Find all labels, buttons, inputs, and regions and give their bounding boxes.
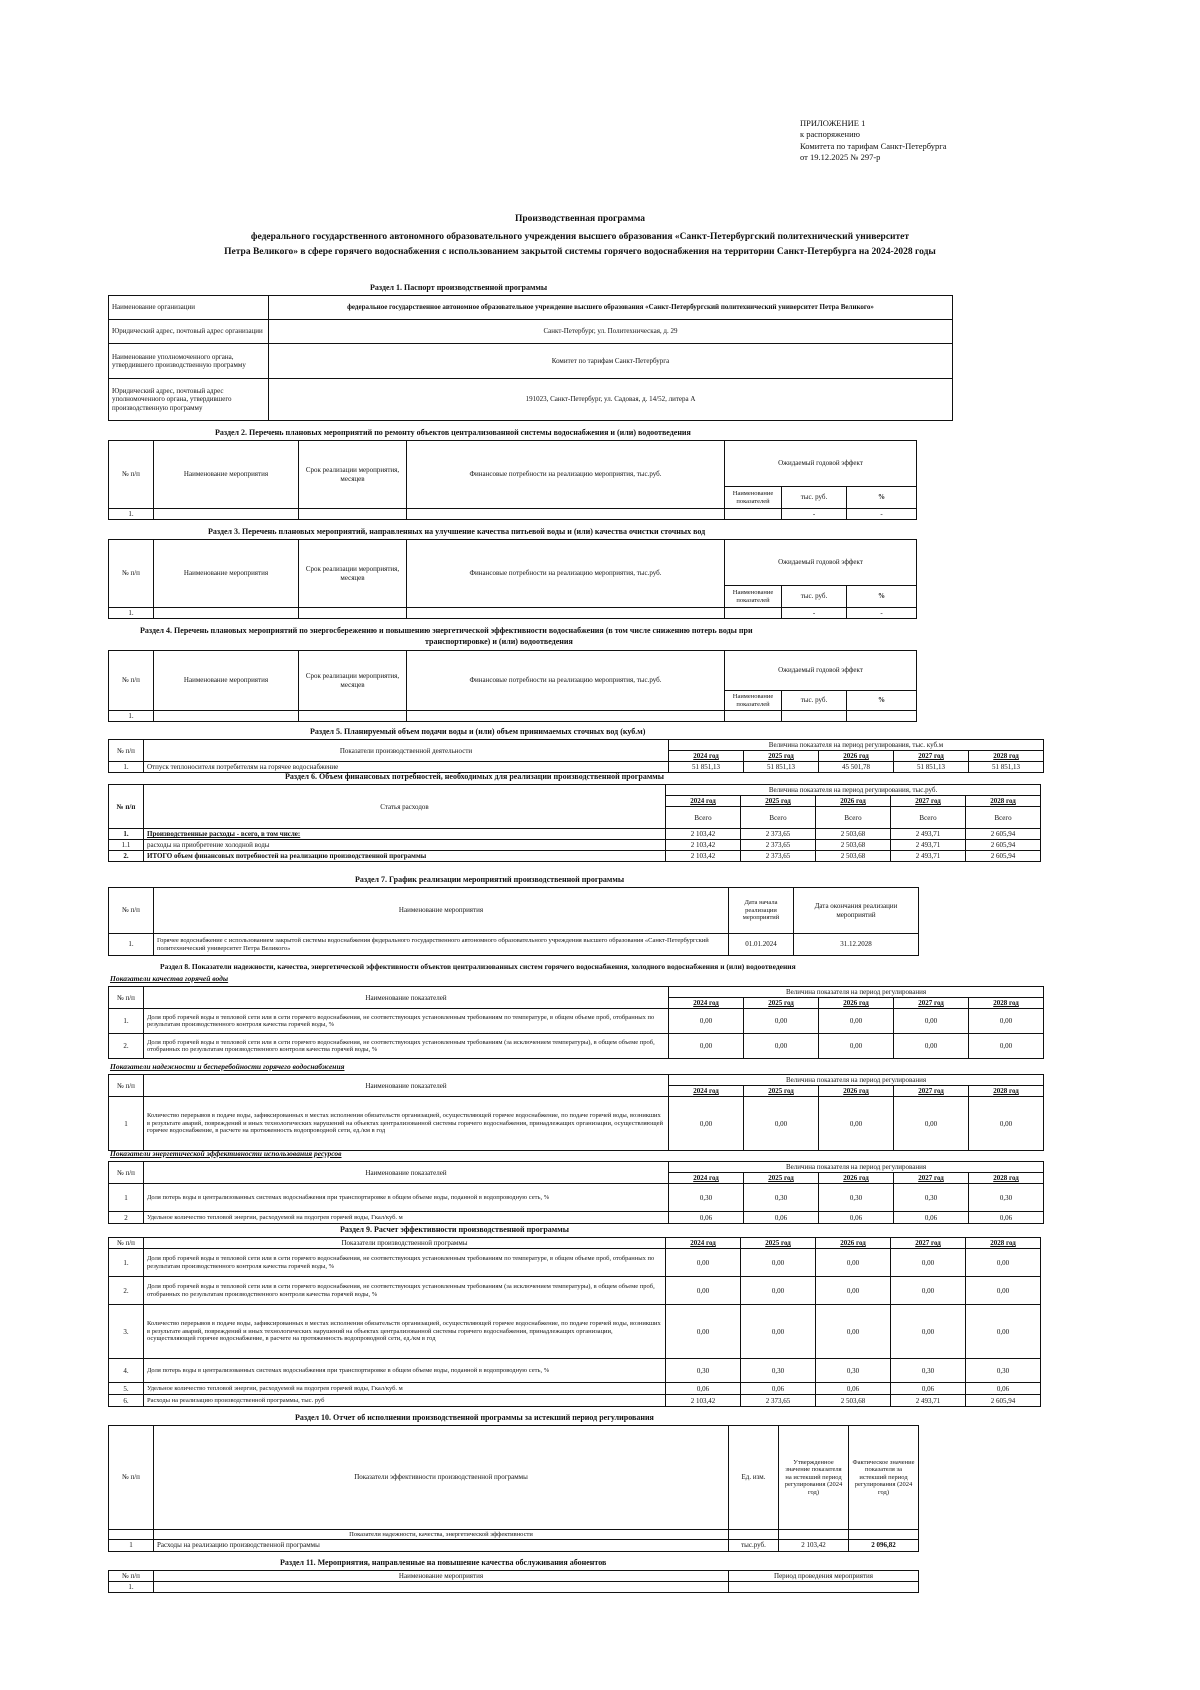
col-name: Наименование мероприятия	[154, 540, 299, 608]
value-cell: 0,00	[891, 1249, 966, 1277]
value-cell: 2 605,94	[966, 851, 1041, 862]
value-cell: 45 501,78	[819, 762, 894, 773]
value-cell: 2 503,68	[816, 840, 891, 851]
row-num: 1.	[109, 711, 154, 722]
col-num: № п/п	[109, 987, 144, 1009]
passport-label: Юридический адрес, почтовый адрес уполномоченного органа, утвердившего производственную программу	[109, 379, 269, 421]
col-term: Срок реализации мероприятия, месяцев	[299, 540, 407, 608]
value-cell: 0,00	[819, 1009, 894, 1034]
value-cell: 0,00	[894, 1097, 969, 1151]
report-table	[108, 1425, 919, 1552]
value-cell: 0,00	[744, 1097, 819, 1151]
year-header: 2027 год	[894, 1086, 969, 1097]
col-num: № п/п	[109, 441, 154, 509]
value-cell: 0,06	[894, 1212, 969, 1224]
value-cell: 0,00	[966, 1249, 1041, 1277]
col-num: № п/п	[109, 740, 144, 762]
col-effect: Ожидаемый годовой эффект	[725, 540, 917, 586]
value-cell: 51 851,13	[744, 762, 819, 773]
col-num: № п/п	[109, 540, 154, 608]
col-ind: Показатели производственной деятельности	[144, 740, 669, 762]
annex-block	[800, 118, 947, 164]
value-cell: 2 605,94	[966, 840, 1041, 851]
section-6-title: Раздел 6. Объем финансовых потребностей, необходимых для реализации производственной программы	[285, 772, 664, 781]
year-header: 2024 год	[669, 1086, 744, 1097]
year-header: 2028 год	[969, 1173, 1044, 1184]
col-rub: тыс. руб.	[782, 691, 847, 711]
col-period: Величина показателя на период регулирования	[669, 987, 1044, 998]
value-cell: 2 605,94	[966, 829, 1041, 840]
finance-table	[108, 784, 1041, 862]
dash-cell: -	[782, 608, 847, 619]
value-cell: 51 851,13	[894, 762, 969, 773]
value-cell: 0,06	[891, 1383, 966, 1395]
repair-plan-table	[108, 440, 917, 520]
year-header: 2025 год	[744, 998, 819, 1009]
col-rub: тыс. руб.	[782, 487, 847, 509]
value-cell: 0,06	[819, 1212, 894, 1224]
actual-value: 2 096,82	[849, 1540, 919, 1551]
value-cell: 0,30	[969, 1184, 1044, 1212]
approved-value: 2 103,42	[779, 1540, 849, 1551]
col-pct: %	[847, 691, 917, 711]
col-period: Величина показателя на период регулирования	[669, 1162, 1044, 1173]
end-date: 31.12.2028	[794, 934, 919, 956]
row-label: Доля проб горячей воды в тепловой сети или в сети горячего водоснабжения, не соответствующих установленным требованиям (за исключением температуры), в общем объеме проб, отобранных по результатам производственного контроля качества горячей воды, %	[144, 1034, 669, 1059]
dash-cell: -	[847, 509, 917, 520]
col-fin: Финансовые потребности на реализацию мероприятия, тыс.руб.	[407, 540, 725, 608]
quality-indicators-table	[108, 986, 1044, 1059]
year-header: 2026 год	[816, 796, 891, 807]
col-effect: Ожидаемый годовой эффект	[725, 441, 917, 487]
section-11-title: Раздел 11. Мероприятия, направленные на повышение качества обслуживания абонентов	[280, 1558, 607, 1567]
col-approved: Утвержденное значение показателя на истекший период регулирования (2024 год)	[779, 1426, 849, 1530]
value-cell: 0,00	[741, 1277, 816, 1305]
passport-label: Юридический адрес, почтовый адрес организации	[109, 320, 269, 344]
year-header: 2024 год	[669, 1173, 744, 1184]
section-2-title: Раздел 2. Перечень плановых мероприятий по ремонту объектов централизованной системы водоснабжения и (или) водоотведения	[215, 428, 691, 437]
row-label: Удельное количество тепловой энергии, расходуемой на подогрев горячей воды, Гкал/куб. м	[144, 1212, 669, 1224]
row-num: 1	[109, 1540, 154, 1551]
row-label: ИТОГО объем финансовых потребностей на реализацию производственной программы	[144, 851, 666, 862]
value-cell: 0,00	[669, 1009, 744, 1034]
row-label: Горячее водоснабжение с использованием закрытой системы водоснабжения федерального государственного автономного образовательного учреждения высшего образования «Санкт-Петербургский политехнический университет Петра Великого»	[154, 934, 729, 956]
passport-value: Комитет по тарифам Санкт-Петербурга	[269, 344, 953, 379]
document-heading	[130, 212, 1030, 259]
col-ind: Показатели эффективности производственной программы	[154, 1426, 729, 1530]
row-num: 2.	[109, 1277, 144, 1305]
value-cell: 0,00	[669, 1097, 744, 1151]
value-cell: 0,00	[966, 1305, 1041, 1359]
year-header: 2028 год	[969, 998, 1044, 1009]
year-header: 2024 год	[669, 751, 744, 762]
year-header: 2025 год	[744, 1086, 819, 1097]
schedule-table	[108, 887, 919, 956]
row-label: расходы на приобретение холодной воды	[144, 840, 666, 851]
value-cell: 0,06	[741, 1383, 816, 1395]
total-header: Всего	[816, 807, 891, 829]
col-effect: Ожидаемый годовой эффект	[725, 651, 917, 691]
year-header: 2026 год	[819, 1173, 894, 1184]
subheader-row: Показатели надежности, качества, энергетической эффективности	[154, 1530, 729, 1540]
subsection-title: Показатели качества горячей воды	[110, 974, 229, 983]
col-term: Срок реализации мероприятия, месяцев	[299, 651, 407, 711]
quality-plan-table	[108, 539, 917, 619]
value-cell: 51 851,13	[669, 762, 744, 773]
value-cell: 0,00	[894, 1009, 969, 1034]
col-period: Величина показателя на период регулирования	[669, 1075, 1044, 1086]
col-ind: Показатели производственной программы	[144, 1238, 666, 1249]
row-label: Расходы на реализацию производственной программы, тыс. руб	[144, 1395, 666, 1407]
value-cell: 2 373,65	[741, 840, 816, 851]
year-header: 2024 год	[666, 1238, 741, 1249]
annex-line: ПРИЛОЖЕНИЕ 1	[800, 118, 866, 128]
value-cell: 0,00	[669, 1034, 744, 1059]
value-cell: 0,30	[819, 1184, 894, 1212]
year-header: 2025 год	[741, 1238, 816, 1249]
year-header: 2026 год	[819, 751, 894, 762]
col-ind: Наименование показателей	[144, 1075, 669, 1097]
value-cell: 0,00	[666, 1277, 741, 1305]
col-actual: Фактическое значение показателя за истекший период регулирования (2024 год)	[849, 1426, 919, 1530]
col-num: № п/п	[109, 1162, 144, 1184]
value-cell: 0,00	[816, 1249, 891, 1277]
row-label: Доля потерь воды в централизованных системах водоснабжения при транспортировке в общем объеме воды, поданной в водопроводную сеть, %	[144, 1359, 666, 1383]
col-name: Наименование мероприятия	[154, 888, 729, 934]
value-cell: 0,00	[666, 1305, 741, 1359]
row-num: 3.	[109, 1305, 144, 1359]
value-cell: 0,00	[816, 1305, 891, 1359]
value-cell: 0,00	[969, 1097, 1044, 1151]
col-name: Наименование мероприятия	[154, 651, 299, 711]
col-period: Период проведения мероприятия	[729, 1571, 919, 1582]
col-ind: Наименование показателей	[725, 487, 782, 509]
row-num: 1.	[109, 509, 154, 520]
row-label: Количество перерывов в подаче воды, зафиксированных в местах исполнения обязательств организацией, осуществляющей горячее водоснабжение, по подаче горячей воды, возникших в результате аварий, повреждений и иных технологических нарушений на объектах централизованной системы горячего водоснабжения, принадлежащих организации, осуществляющей горячее водоснабжение, в расчете на протяженность водопроводной сети, ед./км в год	[144, 1097, 669, 1151]
year-header: 2027 год	[891, 796, 966, 807]
col-num: № п/п	[109, 785, 144, 829]
section-7-title: Раздел 7. График реализации мероприятий производственной программы	[355, 875, 625, 884]
value-cell: 0,30	[894, 1184, 969, 1212]
year-header: 2026 год	[819, 1086, 894, 1097]
value-cell: 2 103,42	[666, 829, 741, 840]
col-num: № п/п	[109, 1075, 144, 1097]
col-end: Дата окончания реализации мероприятий	[794, 888, 919, 934]
heading-subtitle: федерального государственного автономного образовательного учреждения высшего образования «Санкт-Петербургский политехнический университет	[250, 232, 910, 243]
section-5-title: Раздел 5. Планируемый объем подачи воды и (или) объем принимаемых сточных вод (куб.м)	[310, 727, 646, 736]
value-cell: 0,30	[966, 1359, 1041, 1383]
col-num: № п/п	[109, 1426, 154, 1530]
value-cell: 2 503,68	[816, 851, 891, 862]
value-cell: 0,06	[966, 1383, 1041, 1395]
energy-plan-table	[108, 650, 917, 722]
value-cell: 2 103,42	[666, 851, 741, 862]
subsection-title: Показатели энергетической эффективности использования ресурсов	[110, 1149, 342, 1158]
col-name: Наименование мероприятия	[154, 1571, 729, 1582]
col-pct: %	[847, 586, 917, 608]
col-ind: Наименование показателей	[144, 987, 669, 1009]
year-header: 2026 год	[816, 1238, 891, 1249]
subsection-title: Показатели надежности и бесперебойности горячего водоснабжения	[110, 1062, 345, 1071]
row-label: Доля проб горячей воды в тепловой сети или в сети горячего водоснабжения, не соответствующих установленным требованиям по температуре, в общем объеме проб, отобранных по результатам производственного контроля качества горячей воды, %	[144, 1249, 666, 1277]
value-cell: 0,00	[819, 1034, 894, 1059]
value-cell: 0,00	[969, 1009, 1044, 1034]
row-num: 6.	[109, 1395, 144, 1407]
value-cell: 0,00	[819, 1097, 894, 1151]
value-cell: 2 493,71	[891, 840, 966, 851]
value-cell: 2 373,65	[741, 851, 816, 862]
row-label: Доля проб горячей воды в тепловой сети или в сети горячего водоснабжения, не соответствующих установленным требованиям по температуре, в общем объеме проб, отобранных по результатам производственного контроля качества горячей воды, %	[144, 1009, 669, 1034]
value-cell: 2 103,42	[666, 1395, 741, 1407]
section-4-title: транспортировке) и (или) водоотведения	[425, 637, 573, 646]
value-cell: 2 493,71	[891, 851, 966, 862]
value-cell: 0,30	[741, 1359, 816, 1383]
total-header: Всего	[666, 807, 741, 829]
passport-label: Наименование организации	[109, 296, 269, 320]
col-ind: Наименование показателей	[725, 586, 782, 608]
value-cell: 0,30	[666, 1359, 741, 1383]
section-9-title: Раздел 9. Расчет эффективности производственной программы	[340, 1225, 569, 1234]
col-name: Наименование мероприятия	[154, 441, 299, 509]
dash-cell: -	[782, 509, 847, 520]
col-num: № п/п	[109, 1238, 144, 1249]
value-cell: 0,00	[741, 1249, 816, 1277]
year-header: 2028 год	[966, 796, 1041, 807]
row-num: 5.	[109, 1383, 144, 1395]
value-cell: 2 503,68	[816, 829, 891, 840]
section-4-title: Раздел 4. Перечень плановых мероприятий по энергосбережению и повышению энергетической эффективности водоснабжения (в том числе снижению потерь воды при	[140, 626, 753, 635]
row-num: 1.1	[109, 840, 144, 851]
year-header: 2025 год	[744, 751, 819, 762]
row-num: 2	[109, 1212, 144, 1224]
col-ind: Наименование показателей	[725, 691, 782, 711]
value-cell: 0,00	[666, 1249, 741, 1277]
value-cell: 0,06	[666, 1383, 741, 1395]
heading-title: Производственная программа	[515, 214, 645, 224]
value-cell: 2 503,68	[816, 1395, 891, 1407]
value-cell: 0,00	[744, 1009, 819, 1034]
value-cell: 0,00	[744, 1034, 819, 1059]
year-header: 2028 год	[966, 1238, 1041, 1249]
row-label: Доля потерь воды в централизованных системах водоснабжения при транспортировке в общем объеме воды, поданной в водопроводную сеть, %	[144, 1184, 669, 1212]
energy-indicators-table	[108, 1161, 1044, 1224]
value-cell: 0,30	[669, 1184, 744, 1212]
year-header: 2027 год	[891, 1238, 966, 1249]
col-fin: Финансовые потребности на реализацию мероприятия, тыс.руб.	[407, 651, 725, 711]
section-8-title: Раздел 8. Показатели надежности, качества, энергетической эффективности объектов централизованных систем горячего водоснабжения, холодного водоснабжения и (или) водоотведения	[160, 962, 796, 971]
row-num: 1.	[109, 762, 144, 773]
annex-line: к распоряжению	[800, 129, 860, 140]
year-header: 2027 год	[894, 1173, 969, 1184]
row-num: 1.	[109, 829, 144, 840]
row-num: 1.	[109, 1582, 154, 1593]
year-header: 2028 год	[969, 1086, 1044, 1097]
service-table	[108, 1570, 919, 1593]
section-10-title: Раздел 10. Отчет об исполнении производственной программы за истекший период регулирования	[295, 1413, 654, 1422]
value-cell: 0,06	[669, 1212, 744, 1224]
col-period: Величина показателя на период регулирования, тыс. куб.м	[669, 740, 1044, 751]
row-label: Расходы на реализацию производственной программы	[154, 1540, 729, 1551]
row-label: Доля проб горячей воды в тепловой сети или в сети горячего водоснабжения, не соответствующих установленным требованиям (за исключением температуры), в общем объеме проб, отобранных по результатам производственного контроля качества горячей воды, %	[144, 1277, 666, 1305]
row-num: 1.	[109, 1009, 144, 1034]
value-cell: 0,30	[744, 1184, 819, 1212]
total-header: Всего	[741, 807, 816, 829]
col-pct: %	[847, 487, 917, 509]
row-num: 2.	[109, 1034, 144, 1059]
year-header: 2027 год	[894, 751, 969, 762]
row-num: 1.	[109, 608, 154, 619]
year-header: 2024 год	[669, 998, 744, 1009]
value-cell: 0,06	[969, 1212, 1044, 1224]
value-cell: 2 493,71	[891, 829, 966, 840]
dash-cell: -	[847, 608, 917, 619]
col-term: Срок реализации мероприятия, месяцев	[299, 441, 407, 509]
passport-value: федеральное государственное автономное образовательное учреждение высшего образования «Санкт-Петербургский политехнический университет Петра Великого»	[269, 296, 953, 320]
reliability-indicators-table	[108, 1074, 1044, 1151]
col-num: № п/п	[109, 888, 154, 934]
passport-table	[108, 295, 953, 421]
start-date: 01.01.2024	[729, 934, 794, 956]
value-cell: 2 373,65	[741, 829, 816, 840]
row-num: 1.	[109, 1249, 144, 1277]
value-cell: 0,06	[816, 1383, 891, 1395]
row-label: Удельное количество тепловой энергии, расходуемой на подогрев горячей воды, Гкал/куб. м	[144, 1383, 666, 1395]
section-3-title: Раздел 3. Перечень плановых мероприятий, направленных на улучшение качества питьевой воды и (или) качества очистки сточных вод	[208, 527, 706, 536]
total-header: Всего	[891, 807, 966, 829]
col-start: Дата начала реализации мероприятий	[729, 888, 794, 934]
passport-value: 191023, Санкт-Петербург, ул. Садовая, д. 14/52, литера А	[269, 379, 953, 421]
value-cell: 0,00	[891, 1305, 966, 1359]
year-header: 2027 год	[894, 998, 969, 1009]
col-num: № п/п	[109, 1571, 154, 1582]
value-cell: 0,06	[744, 1212, 819, 1224]
heading-subtitle: Петра Великого» в сфере горячего водоснабжения с использованием закрытой системы горячего водоснабжения на территории Санкт-Петербурга на 2024-2028 годы	[224, 246, 936, 257]
year-header: 2026 год	[819, 998, 894, 1009]
value-cell: 0,00	[891, 1277, 966, 1305]
row-num: 4.	[109, 1359, 144, 1383]
row-label: Отпуск теплоносителя потребителям на горячее водоснабжение	[144, 762, 669, 773]
value-cell: 2 493,71	[891, 1395, 966, 1407]
value-cell: 0,30	[816, 1359, 891, 1383]
row-num: 1	[109, 1184, 144, 1212]
year-header: 2024 год	[666, 796, 741, 807]
row-unit: тыс.руб.	[729, 1540, 779, 1551]
total-header: Всего	[966, 807, 1041, 829]
value-cell: 0,00	[969, 1034, 1044, 1059]
row-num: 2.	[109, 851, 144, 862]
value-cell: 2 103,42	[666, 840, 741, 851]
annex-line: Комитета по тарифам Санкт-Петербурга	[800, 140, 947, 151]
col-num: № п/п	[109, 651, 154, 711]
col-rub: тыс. руб.	[782, 586, 847, 608]
year-header: 2028 год	[969, 751, 1044, 762]
row-label: Количество перерывов в подаче воды, зафиксированных в местах исполнения обязательств организацией, осуществляющей горячее водоснабжение, по подаче горячей воды, возникших в результате аварий, повреждений и иных технологических нарушений на объектах централизованной системы горячего водоснабжения, принадлежащих организации, осуществляющей горячее водоснабжение, в расчете на протяженность водопроводной сети, ед./км в год	[144, 1305, 666, 1359]
col-ind: Наименование показателей	[144, 1162, 669, 1184]
row-num: 1.	[109, 934, 154, 956]
col-unit: Ед. изм.	[729, 1426, 779, 1530]
col-period: Величина показателя на период регулирования, тыс.руб.	[666, 785, 1041, 796]
value-cell: 2 373,65	[741, 1395, 816, 1407]
efficiency-table	[108, 1237, 1041, 1407]
section-1-title: Раздел 1. Паспорт производственной программы	[370, 283, 548, 292]
value-cell: 0,30	[891, 1359, 966, 1383]
value-cell: 2 605,94	[966, 1395, 1041, 1407]
value-cell: 51 851,13	[969, 762, 1044, 773]
value-cell: 0,00	[894, 1034, 969, 1059]
passport-value: Санкт-Петербург, ул. Политехническая, д. 29	[269, 320, 953, 344]
annex-line: от 19.12.2025 № 297-р	[800, 152, 881, 163]
volume-table	[108, 739, 1044, 773]
col-fin: Финансовые потребности на реализацию мероприятия, тыс.руб.	[407, 441, 725, 509]
row-label: Производственные расходы - всего, в том числе:	[144, 829, 666, 840]
passport-label: Наименование уполномоченного органа, утвердившего производственную программу	[109, 344, 269, 379]
value-cell: 0,00	[816, 1277, 891, 1305]
col-item: Статья расходов	[144, 785, 666, 829]
row-num: 1	[109, 1097, 144, 1151]
value-cell: 0,00	[966, 1277, 1041, 1305]
year-header: 2025 год	[744, 1173, 819, 1184]
year-header: 2025 год	[741, 796, 816, 807]
value-cell: 0,00	[741, 1305, 816, 1359]
